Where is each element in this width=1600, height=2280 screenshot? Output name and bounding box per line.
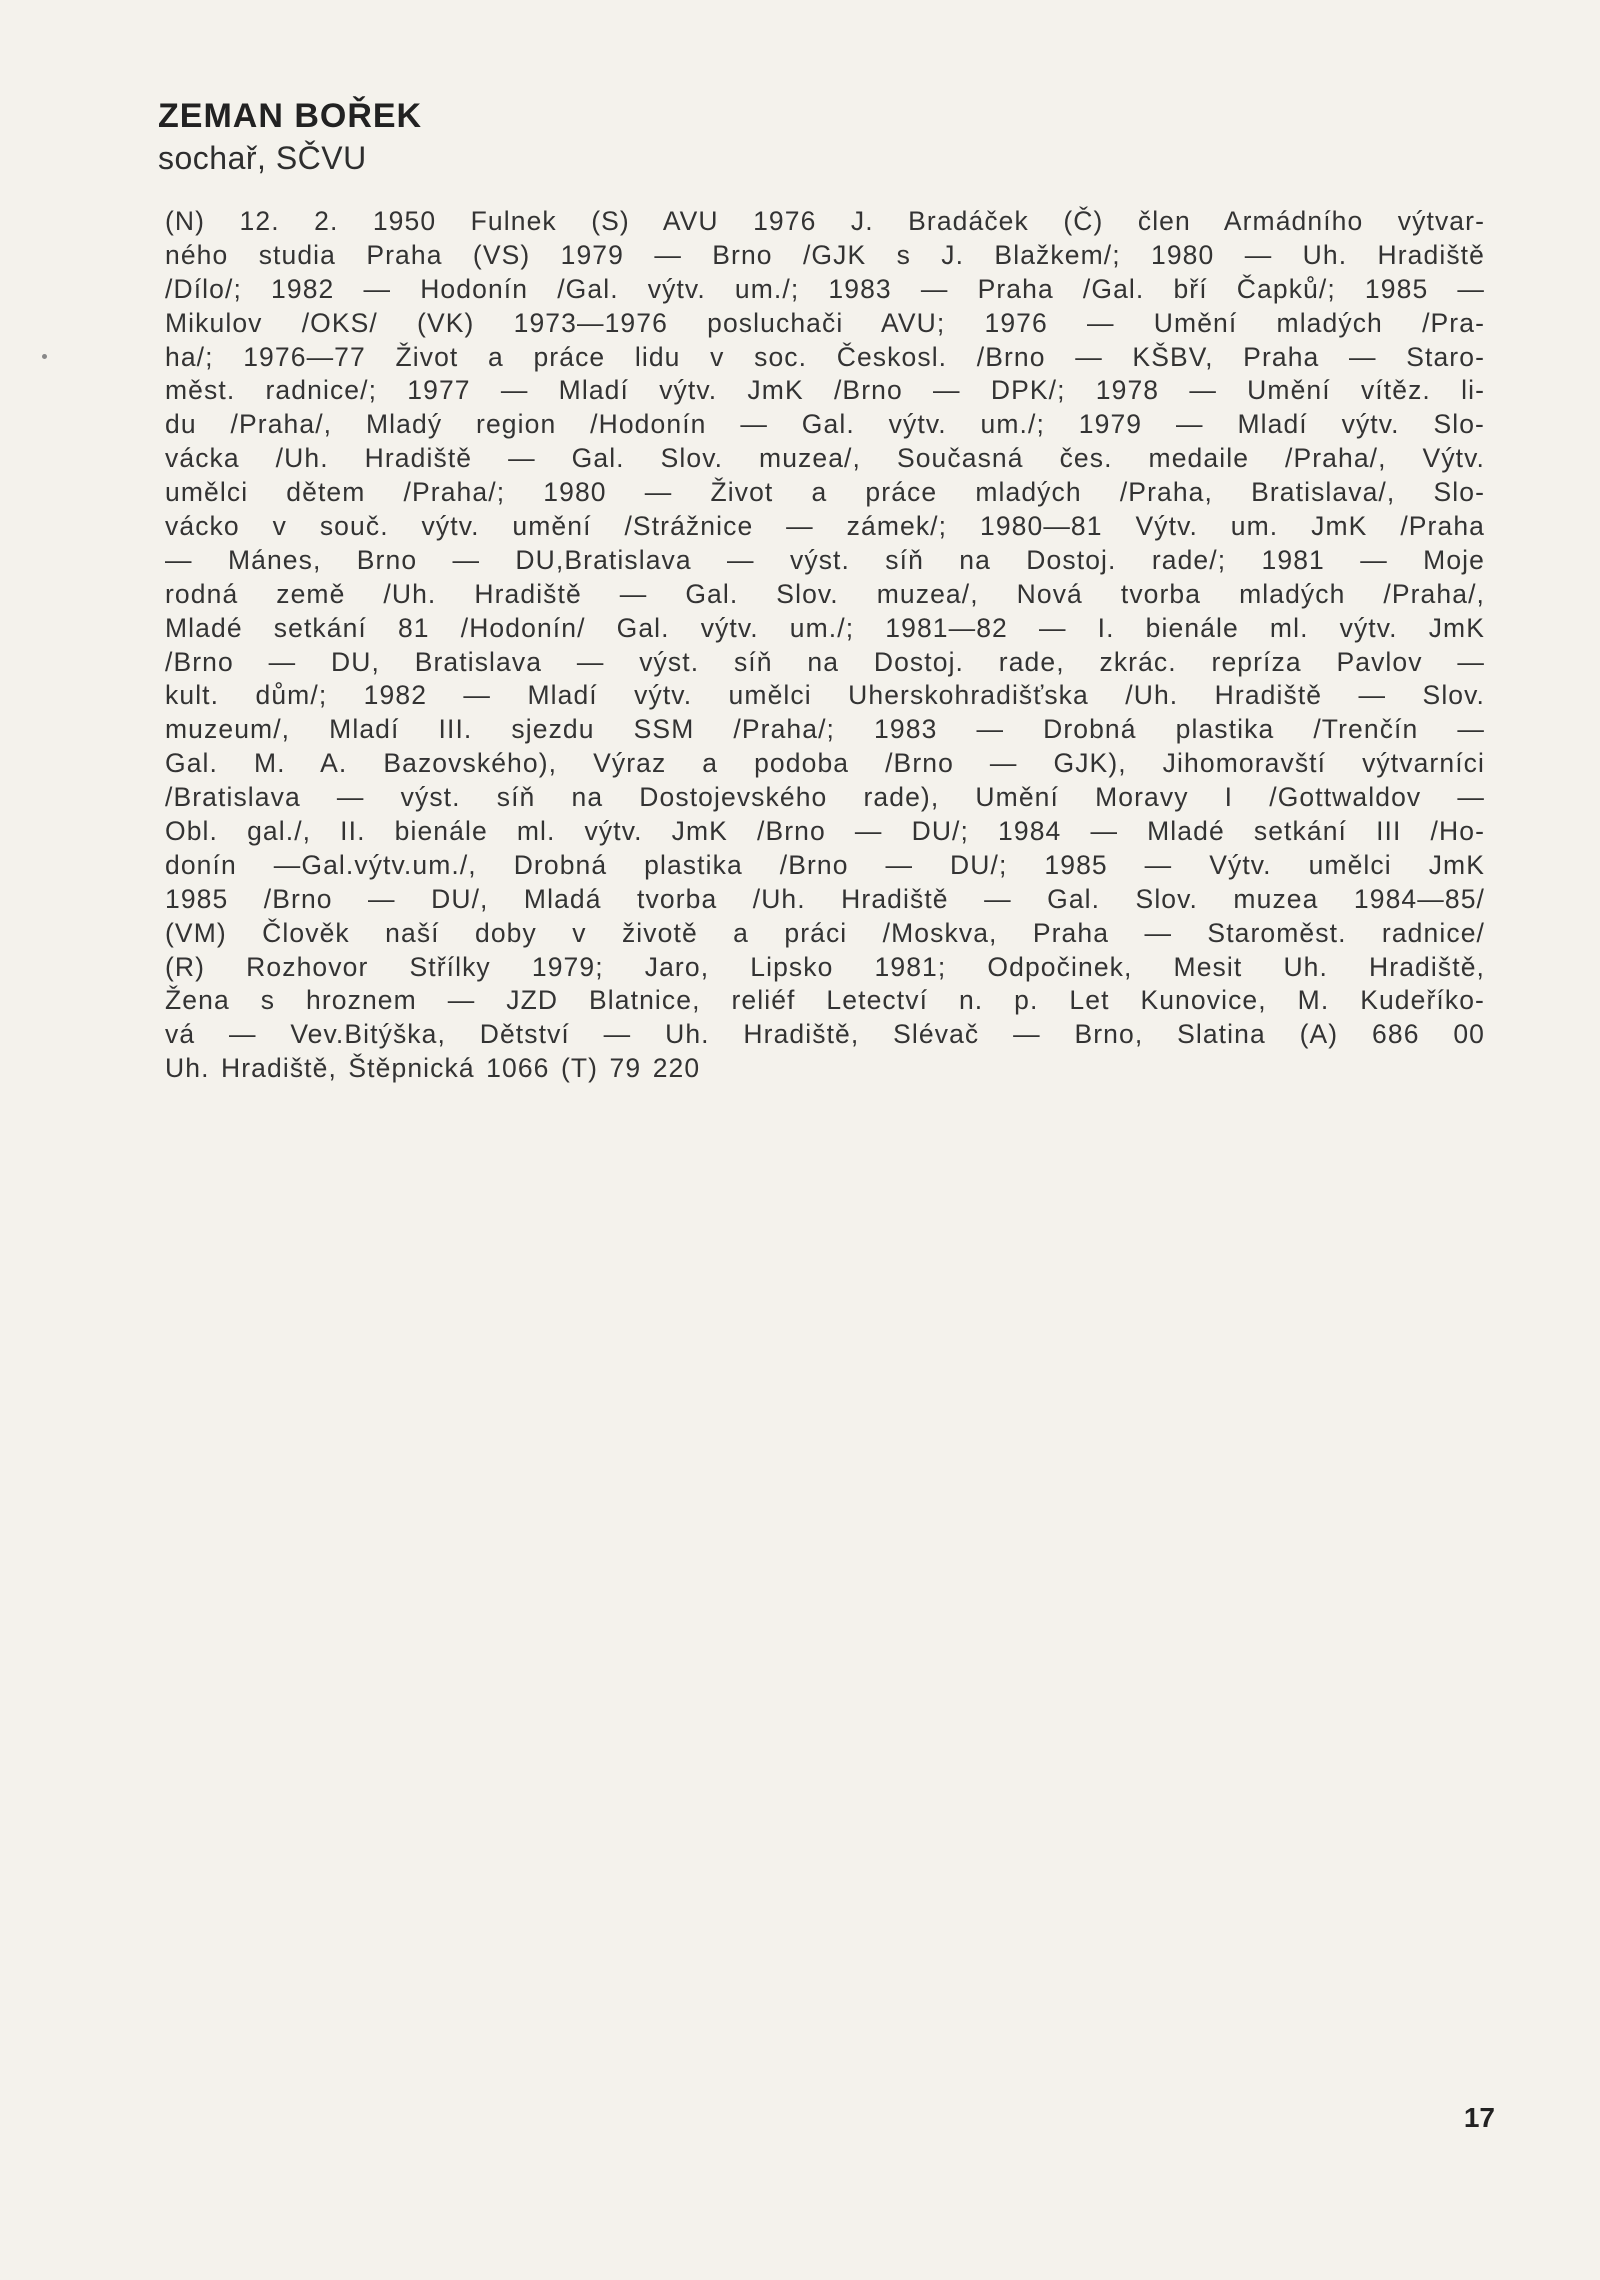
bio-line: muzeum/, Mladí III. sjezdu SSM /Praha/; 1983 — Drobná plastika /Trenčín — bbox=[165, 714, 1485, 745]
bio-line: Uh. Hradiště, Štěpnická 1066 (T) 79 220 bbox=[165, 1053, 701, 1084]
bio-line: (VM) Člověk naší doby v životě a práci /Moskva, Praha — Staroměst. radnice/ bbox=[165, 917, 1485, 948]
biography-text bbox=[165, 205, 1485, 1086]
bio-line: (R) Rozhovor Střílky 1979; Jaro, Lipsko 1981; Odpočinek, Mesit Uh. Hradiště, bbox=[165, 951, 1485, 982]
bio-line: 1985 /Brno — DU/, Mladá tvorba /Uh. Hradiště — Gal. Slov. muzea 1984—85/ bbox=[165, 883, 1485, 914]
bio-line: vácko v souč. výtv. umění /Strážnice — zámek/; 1980—81 Výtv. um. JmK /Praha bbox=[165, 511, 1485, 542]
bio-line: Mikulov /OKS/ (VK) 1973—1976 posluchači AVU; 1976 — Umění mladých /Pra- bbox=[165, 307, 1485, 338]
bio-line: /Brno — DU, Bratislava — výst. síň na Dostoj. rade, zkrác. repríza Pavlov — bbox=[165, 646, 1485, 677]
bio-line: Žena s hroznem — JZD Blatnice, reliéf Letectví n. p. Let Kunovice, M. Kudeříko- bbox=[165, 985, 1485, 1016]
bio-line: vá — Vev.Bitýška, Dětství — Uh. Hradiště, Slévač — Brno, Slatina (A) 686 00 bbox=[165, 1019, 1485, 1050]
bio-line: vácka /Uh. Hradiště — Gal. Slov. muzea/, Současná čes. medaile /Praha/, Výtv. bbox=[165, 443, 1485, 474]
bio-line: donín —Gal.výtv.um./, Drobná plastika /Brno — DU/; 1985 — Výtv. umělci JmK bbox=[165, 849, 1485, 880]
entry-subtitle: sochař, SČVU bbox=[158, 140, 367, 176]
entry-name: ZEMAN BOŘEK bbox=[158, 97, 423, 135]
bio-line: ného studia Praha (VS) 1979 — Brno /GJK s J. Blažkem/; 1980 — Uh. Hradiště bbox=[165, 239, 1485, 270]
margin-dot bbox=[42, 354, 47, 359]
bio-line: /Dílo/; 1982 — Hodonín /Gal. výtv. um./; 1983 — Praha /Gal. bří Čapků/; 1985 — bbox=[165, 273, 1485, 304]
bio-line: Obl. gal./, II. bienále ml. výtv. JmK /Brno — DU/; 1984 — Mladé setkání III /Ho- bbox=[165, 816, 1485, 847]
bio-line: (N) 12. 2. 1950 Fulnek (S) AVU 1976 J. Bradáček (Č) člen Armádního výtvar- bbox=[165, 206, 1485, 236]
page-number: 17 bbox=[1463, 2102, 1495, 2133]
bio-line: umělci dětem /Praha/; 1980 — Život a práce mladých /Praha, Bratislava/, Slo- bbox=[165, 477, 1485, 508]
bio-line: ha/; 1976—77 Život a práce lidu v soc. Českosl. /Brno — KŠBV, Praha — Staro- bbox=[165, 341, 1485, 372]
bio-line: du /Praha/, Mladý region /Hodonín — Gal. výtv. um./; 1979 — Mladí výtv. Slo- bbox=[165, 409, 1485, 440]
bio-line: rodná země /Uh. Hradiště — Gal. Slov. muzea/, Nová tvorba mladých /Praha/, bbox=[165, 578, 1485, 609]
bio-line: — Mánes, Brno — DU,Bratislava — výst. síň na Dostoj. rade/; 1981 — Moje bbox=[165, 544, 1485, 575]
bio-line: kult. dům/; 1982 — Mladí výtv. umělci Uherskohradišťska /Uh. Hradiště — Slov. bbox=[165, 680, 1485, 711]
bio-line: Gal. M. A. Bazovského), Výraz a podoba /Brno — GJK), Jihomoravští výtvarníci bbox=[165, 748, 1485, 779]
bio-line: /Bratislava — výst. síň na Dostojevského rade), Umění Moravy I /Gottwaldov — bbox=[165, 782, 1485, 813]
entry-header bbox=[158, 96, 422, 180]
bio-line: Mladé setkání 81 /Hodonín/ Gal. výtv. um./; 1981—82 — I. bienále ml. výtv. JmK bbox=[165, 612, 1485, 643]
bio-line: měst. radnice/; 1977 — Mladí výtv. JmK /Brno — DPK/; 1978 — Umění vítěz. li- bbox=[165, 375, 1485, 406]
